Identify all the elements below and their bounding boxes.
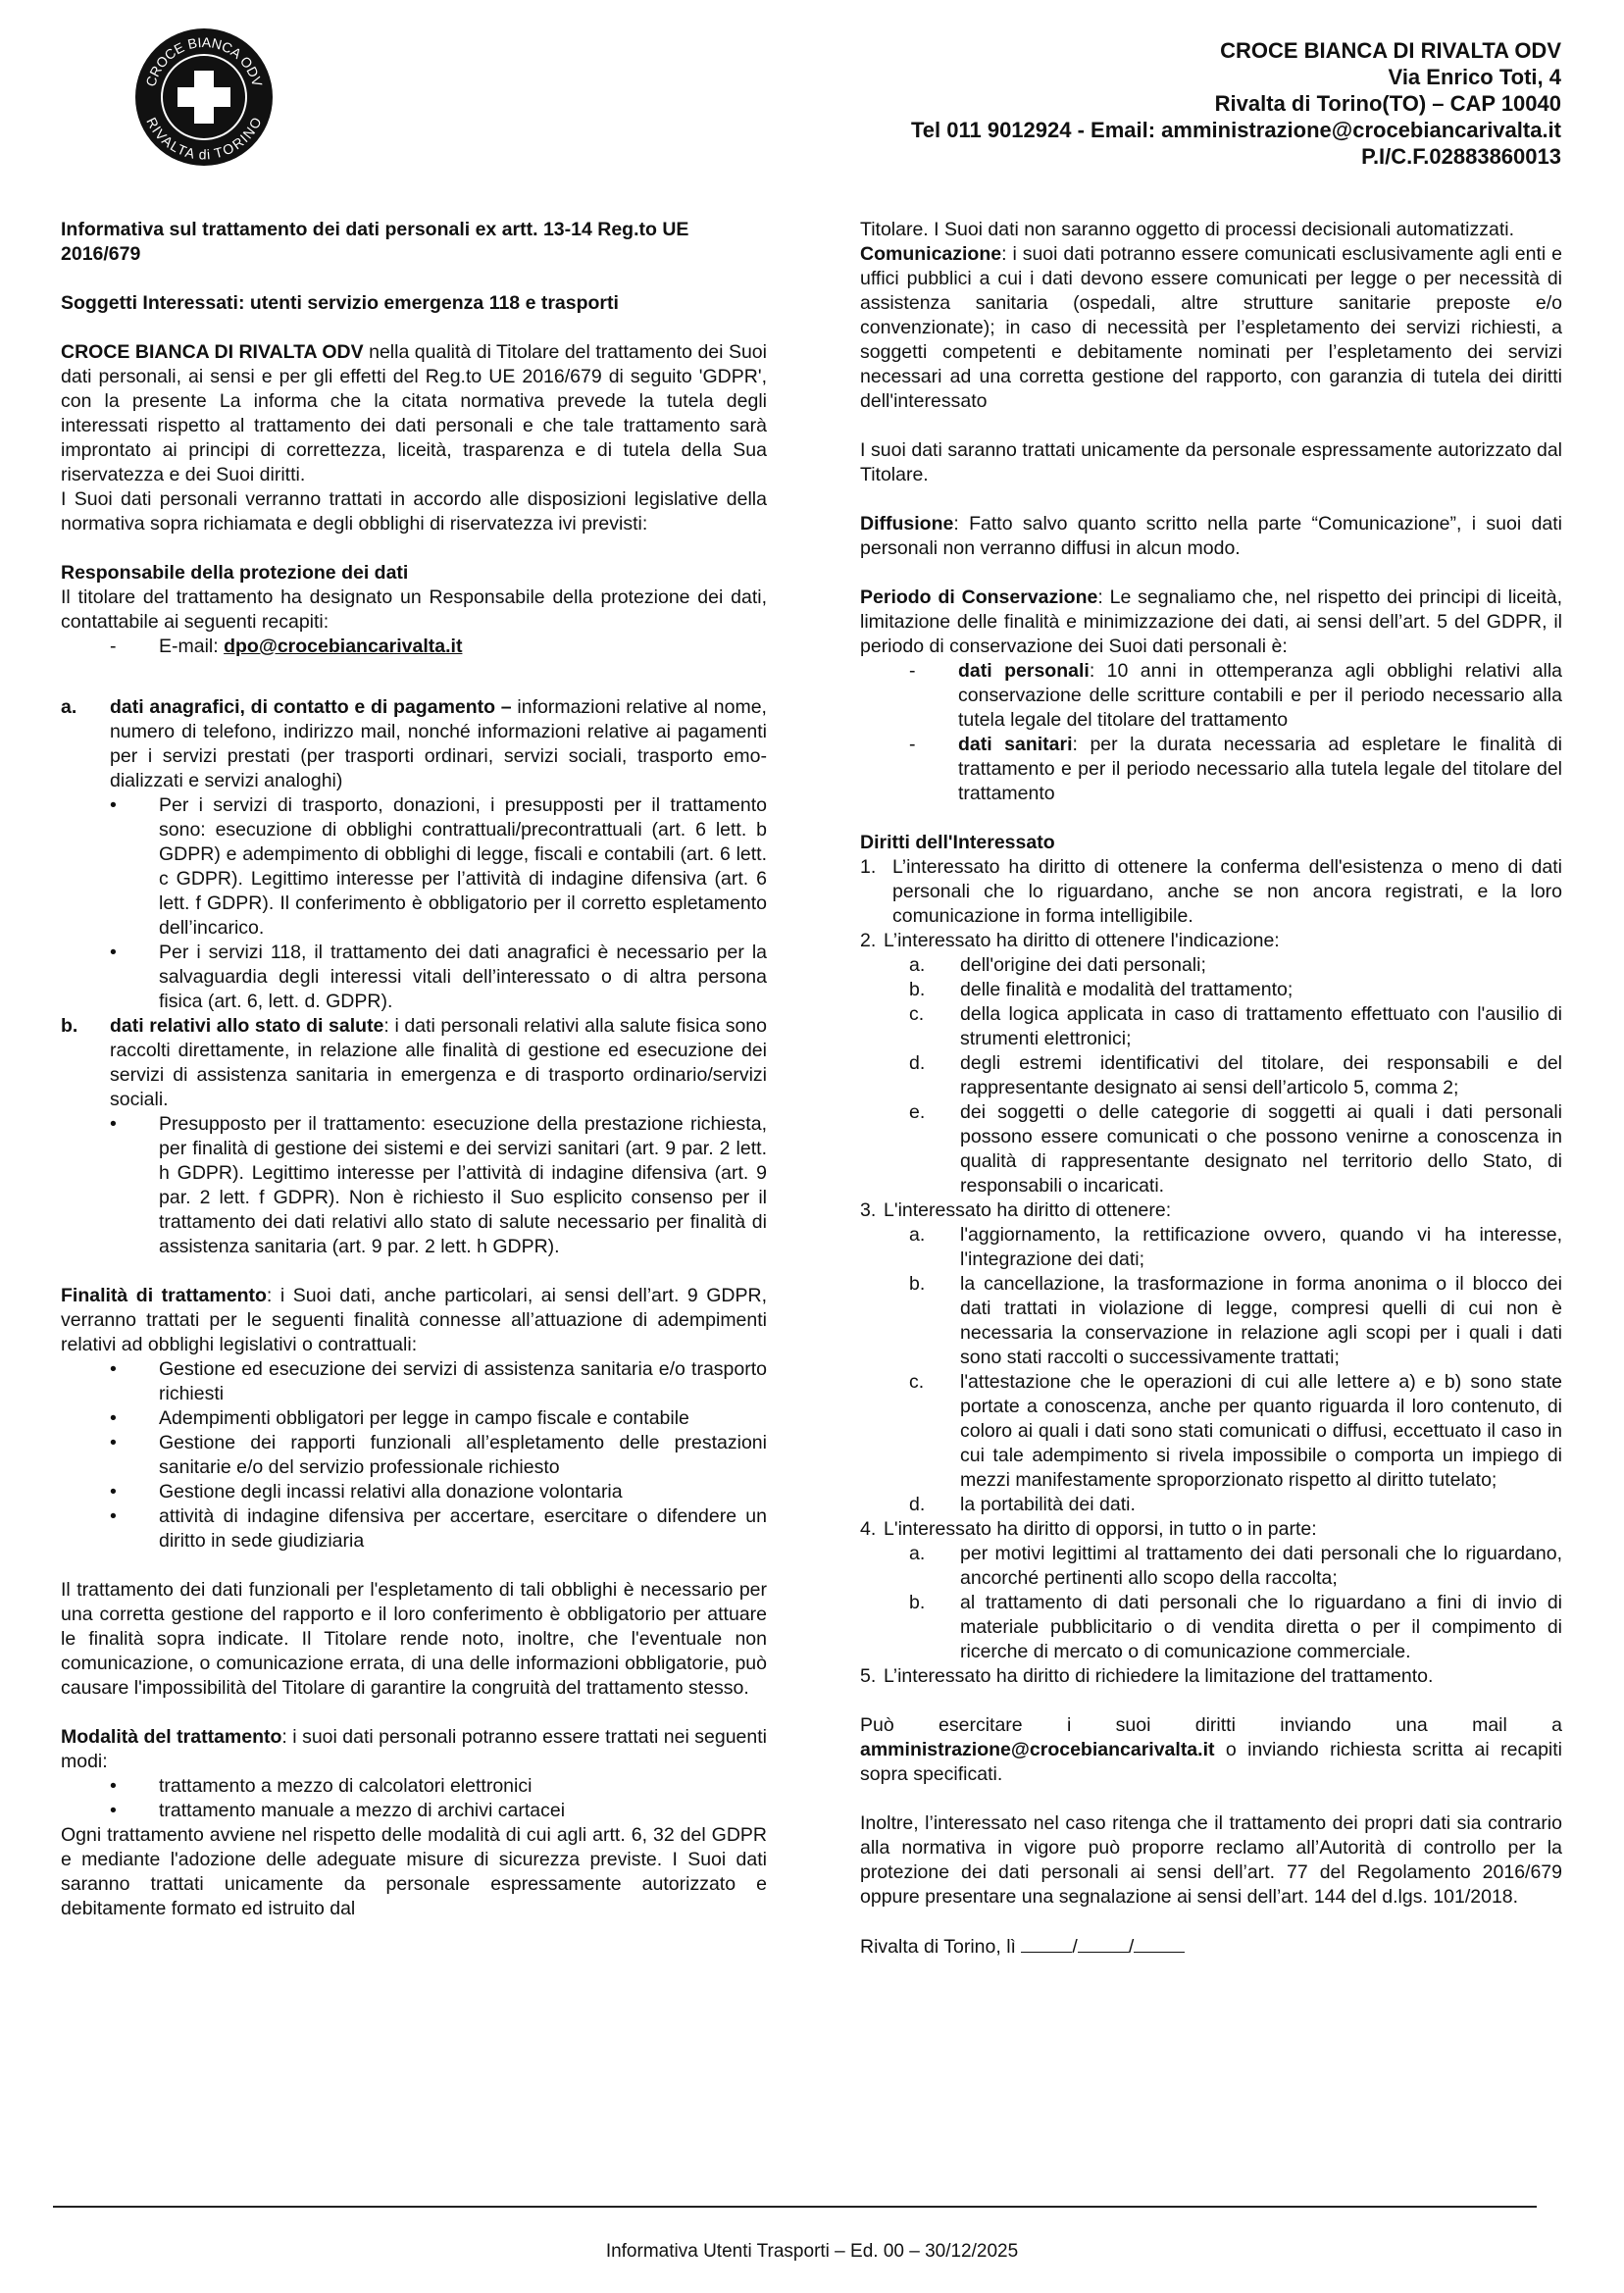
list-item: • Per i servizi di trasporto, donazioni, i presupposti per il trattamento sono: esecuzione di obblighi contrattuali/precontrattuali (art. 6 lett. b GDPR) e adempimento di obblighi di legge, fiscali e contabili (art. 6 lett. c GDPR). Legittimo interesse per l’attività di indagine difensiva (art. 6 lett. f GDPR). Il conferimento è obbligatorio per il corretto espletamento dell’incarico.: [110, 794, 767, 939]
organization-logo: [134, 27, 274, 167]
comunicazione-heading: Comunicazione: [860, 243, 1002, 265]
list-item: - dati sanitari: per la durata necessaria ad espletare le finalità di trattamento e per il periodo necessario alla tutela legale del titolare del trattamento: [909, 734, 1562, 804]
list-item: a. dell'origine dei dati personali;: [909, 954, 1206, 976]
conservazione-heading: Periodo di Conservazione: [860, 586, 1098, 608]
intro-text: nella qualità di Titolare del trattamento dei Suoi dati personali, ai sensi e per gli effetti del Reg.to UE 2016/679 di seguito 'GDPR', con la presente La informa che la citata normativa prevede la tutela degli interessati rispetto al trattamento dei dati personali e che tale trattamento sarà improntato ai principi di correttezza, liceità, trasparenza e di tutela della Sua riservatezza e dei Suoi diritti.: [61, 341, 767, 485]
intro-paragraph-2: I Suoi dati personali verranno trattati in accordo alle disposizioni legislative della normativa sopra richiamata e degli obblighi di riservatezza ivi previsti:: [61, 488, 767, 535]
right-item: 2. L’interessato ha diritto di ottenere l'indicazione:: [860, 930, 1280, 951]
list-item: b. la cancellazione, la trasformazione in forma anonima o il blocco dei dati trattati in violazione di legge, compresi quelli di cui non è necessaria la conservazione in relazione agli scopi per i quali i dati sono stati raccolti o successivamente trattati;: [909, 1273, 1562, 1368]
signature-date-line: Rivalta di Torino, lì / /: [860, 1934, 1562, 1960]
list-item: • Gestione dei rapporti funzionali all’espletamento delle prestazioni sanitarie e/o del servizio professionale richiesto: [110, 1432, 767, 1478]
bullet-icon: •: [110, 1113, 117, 1135]
continuation-text: Titolare. I Suoi dati non saranno oggetto di processi decisionali automatizzati.: [860, 219, 1514, 240]
date-month-field[interactable]: [1078, 1934, 1129, 1953]
list-item: - dati personali: 10 anni in ottemperanza agli obblighi relativi alla conservazione delle scritture contabili e per il periodo necessario alla tutela legale del titolare del trattamento: [909, 660, 1563, 731]
logo-top-text: CROCE BIANCA ODV: [142, 33, 266, 88]
right-column: [860, 218, 1562, 1960]
modalita-paragraph: Modalità del trattamento: i suoi dati personali potranno essere trattati nei seguenti modi:: [61, 1726, 767, 1772]
org-vat: P.I/C.F.02883860013: [1361, 144, 1561, 169]
dash-marker: -: [909, 734, 916, 755]
esercizio-paragraph: Può esercitare i suoi diritti inviando una mail a amministrazione@crocebiancarivalta.it o inviando richiesta scritta ai recapiti sopra specificati.: [860, 1714, 1562, 1785]
diffusione-heading: Diffusione: [860, 513, 954, 535]
footer-edition: Informativa Utenti Trasporti – Ed. 00 – 30/12/2025: [605, 2241, 1019, 2262]
list-item: a. l'aggiornamento, la rettificazione ovvero, quando vi ha interesse, l'integrazione dei dati;: [909, 1224, 1562, 1270]
place-label: Rivalta di Torino, lì: [860, 1936, 1022, 1958]
reclamo-paragraph: Inoltre, l’interessato nel caso ritenga che il trattamento dei propri dati sia contrario alla normativa in vigore può proporre reclamo all’Autorità di controllo per la protezione dei dati personali ai sensi dell’art. 77 del Regolamento 2016/679 oppure presentare una segnalazione ai sensi dell’art. 144 del d.lgs. 101/2018.: [860, 1812, 1562, 1908]
dash-marker: -: [909, 660, 916, 682]
footer-divider: [53, 2206, 1537, 2208]
dash-marker: -: [110, 636, 117, 657]
list-item: d. degli estremi identificativi del titolare, dei responsabili e del rappresentante designato ai sensi dell’articolo 5, comma 2;: [909, 1052, 1562, 1098]
list-item: e. dei soggetti o delle categorie di soggetti ai quali i dati personali possono essere comunicati o che possono venirne a conoscenza in qualità di rappresentante designato nel territorio dello Stato, di responsabili o incaricati.: [909, 1101, 1562, 1197]
conservazione-paragraph: Periodo di Conservazione: Le segnaliamo che, nel rispetto dei principi di liceità, limitazione delle finalità e minimizzazione dei dati, ai sensi dell’art. 5 del GDPR, il periodo di conservazione dei Suoi dati personali è:: [860, 586, 1563, 657]
admin-email-link[interactable]: amministrazione@crocebiancarivalta.it: [860, 1739, 1215, 1760]
bullet-icon: •: [110, 1407, 117, 1429]
right-item: 4. L'interessato ha diritto di opporsi, in tutto o in parte:: [860, 1518, 1317, 1540]
category-text: informazioni relative al nome, numero di telefono, indirizzo mail, nonché informazioni relative ai pagamenti per i servizi prestati (per trasporti ordinari, servizi sociali, trasporto emo-dializzati e servizi analoghi): [110, 696, 767, 791]
list-item: • trattamento manuale a mezzo di archivi cartacei: [110, 1800, 566, 1821]
bullet-icon: •: [110, 1775, 117, 1797]
intro-paragraph: [61, 340, 767, 487]
list-item: • Presupposto per il trattamento: esecuzione della prestazione richiesta, per finalità di gestione dei sistemi e dei servizi sanitari (art. 9 par. 2 lett. h GDPR). Legittimo interesse per l’attività di indagine difensiva (art. 9 par. 2 lett. f GDPR). Non è richiesto il Suo esplicito consenso per il trattamento dei dati relativi allo stato di salute necessario per finalità di assistenza sanitaria (art. 9 par. 2 lett. h GDPR).: [110, 1113, 767, 1257]
data-category-b: [61, 1014, 767, 1112]
cross-icon: [134, 27, 274, 167]
list-item: c. della logica applicata in caso di trattamento effettuato con l'ausilio di strumenti elettronici;: [909, 1003, 1562, 1049]
modalita-heading: Modalità del trattamento: [61, 1726, 282, 1748]
list-item: d. la portabilità dei dati.: [909, 1494, 1136, 1515]
right-item: 1. L’interessato ha diritto di ottenere la conferma dell'esistenza o meno di dati personali che lo riguardano, anche se non ancora registrati, e la loro comunicazione in forma intelligibile.: [860, 856, 1562, 927]
dpo-email-link[interactable]: dpo@crocebiancarivalta.it: [224, 636, 463, 657]
bullet-icon: •: [110, 794, 117, 816]
comunicazione-paragraph: Comunicazione: i suoi dati potranno essere comunicati esclusivamente agli enti e uffici pubblici a cui i dati devono essere comunicati per legge o per necessità di assistenza sanitaria (ospedali, altre strutture sanitarie preposte e/o convenzionate); in caso di necessità per l’espletamento dei servizi richiesti, a soggetti competenti e debitamente nominati per l’espletamento dei servizi necessari ad una corretta gestione del rapporto, con garanzia di tutela dei diritti dell'interessato: [860, 243, 1562, 412]
category-title: dati relativi allo stato di salute: [110, 1015, 384, 1037]
org-address: Via Enrico Toti, 4: [1388, 65, 1561, 89]
org-name: CROCE BIANCA DI RIVALTA ODV: [1220, 38, 1561, 63]
finalita-heading: Finalità di trattamento: [61, 1285, 267, 1306]
logo-bottom-text: RIVALTA di TORINO: [143, 115, 265, 163]
dpo-contact: [61, 635, 767, 659]
dpo-text: Il titolare del trattamento ha designato un Responsabile della protezione dei dati, contattabile ai seguenti recapiti:: [61, 586, 767, 633]
dpo-email-label: E-mail:: [159, 636, 225, 657]
date-day-field[interactable]: [1021, 1934, 1072, 1953]
category-text: : i dati personali relativi alla salute fisica sono raccolti direttamente, in relazione alle finalità di gestione ed esecuzione dei servizi di assistenza sanitaria in emergenza e di trasporto ordinario/servizi sociali.: [110, 1015, 767, 1110]
bullet-icon: •: [110, 942, 117, 963]
bullet-icon: •: [110, 1800, 117, 1821]
bullet-icon: •: [110, 1481, 117, 1503]
list-item: • Gestione degli incassi relativi alla donazione volontaria: [110, 1481, 623, 1503]
bullet-icon: •: [110, 1432, 117, 1453]
obblighi-paragraph: Il trattamento dei dati funzionali per l'espletamento di tali obblighi è necessario per una corretta gestione del rapporto e il loro conferimento è obbligatorio per attuare le finalità sopra indicate. Il Titolare rende noto, inoltre, che l'eventuale non comunicazione, o comunicazione errata, di una delle informazioni obbligatorie, può causare l'impossibilità del Titolare di garantire la congruità del trattamento stesso.: [61, 1579, 767, 1699]
list-item: • Adempimenti obbligatori per legge in campo fiscale e contabile: [110, 1407, 689, 1429]
date-year-field[interactable]: [1134, 1934, 1185, 1953]
list-item: • Gestione ed esecuzione dei servizi di assistenza sanitaria e/o trasporto richiesti: [110, 1358, 767, 1404]
modalita-after: Ogni trattamento avviene nel rispetto delle modalità di cui agli artt. 6, 32 del GDPR e mediante l'adozione delle adeguate misure di sicurezza previste. I Suoi dati saranno trattati unicamente da personale espressamente autorizzato e debitamente formato ed istruito dal: [61, 1824, 767, 1919]
list-marker: b.: [61, 1015, 78, 1037]
list-item: a. per motivi legittimi al trattamento dei dati personali che lo riguardano, ancorché pertinenti allo scopo della raccolta;: [909, 1543, 1562, 1589]
org-contacts: Tel 011 9012924 - Email: amministrazione@crocebiancarivalta.it: [910, 118, 1561, 142]
list-item: b. al trattamento di dati personali che lo riguardano a fini di invio di materiale pubblicitario o di vendita diretta o per il compimento di ricerche di mercato o di comunicazione commerciale.: [909, 1592, 1562, 1662]
left-column: [61, 218, 767, 1921]
subjects-line: Soggetti Interessati: utenti servizio emergenza 118 e trasporti: [61, 292, 619, 314]
personale-paragraph: I suoi dati saranno trattati unicamente da personale espressamente autorizzato dal Titolare.: [860, 439, 1562, 485]
list-item: • trattamento a mezzo di calcolatori elettronici: [110, 1775, 533, 1797]
list-marker: a.: [61, 696, 77, 718]
data-category-a: [61, 695, 767, 793]
list-item: c. l'attestazione che le operazioni di cui alle lettere a) e b) sono state portate a conoscenza, anche per quanto riguarda il loro contenuto, di coloro ai quali i dati sono stati comunicati o diffusi, eccettuato il caso in cui tale adempimento si rivela impossibile o comporta un impiego di mezzi manifestamente sproporzionato rispetto al diritto tutelato;: [909, 1371, 1562, 1491]
bullet-icon: •: [110, 1505, 117, 1527]
category-title: dati anagrafici, di contatto e di pagamento –: [110, 696, 512, 718]
org-city: Rivalta di Torino(TO) – CAP 10040: [1214, 91, 1561, 116]
diffusione-paragraph: Diffusione: Fatto salvo quanto scritto nella parte “Comunicazione”, i suoi dati personali non verranno diffusi in alcun modo.: [860, 513, 1562, 559]
list-item: • attività di indagine difensiva per accertare, esercitare o difendere un diritto in sede giudiziaria: [110, 1505, 767, 1552]
letterhead: [911, 37, 1561, 170]
finalita-paragraph: Finalità di trattamento: i Suoi dati, anche particolari, ai sensi dell’art. 9 GDPR, verranno trattati per le seguenti finalità connesse all’attuazione di adempimenti relativi ad obblighi legislativi o contrattuali:: [61, 1285, 768, 1355]
list-item: b. delle finalità e modalità del trattamento;: [909, 979, 1294, 1000]
list-item: • Per i servizi 118, il trattamento dei dati anagrafici è necessario per la salvaguardia degli interessi vitali dell’interessato o di altra persona fisica (art. 6, lett. d. GDPR).: [110, 942, 767, 1012]
bullet-icon: •: [110, 1358, 117, 1380]
dpo-heading: Responsabile della protezione dei dati: [61, 562, 409, 584]
right-item: 3. L'interessato ha diritto di ottenere:: [860, 1199, 1172, 1221]
diritti-heading: Diritti dell'Interessato: [860, 832, 1055, 853]
document-title: Informativa sul trattamento dei dati personali ex artt. 13-14 Reg.to UE 2016/679: [61, 219, 689, 265]
intro-org: CROCE BIANCA DI RIVALTA ODV: [61, 341, 364, 363]
right-item: 5. L’interessato ha diritto di richiedere la limitazione del trattamento.: [860, 1665, 1434, 1687]
